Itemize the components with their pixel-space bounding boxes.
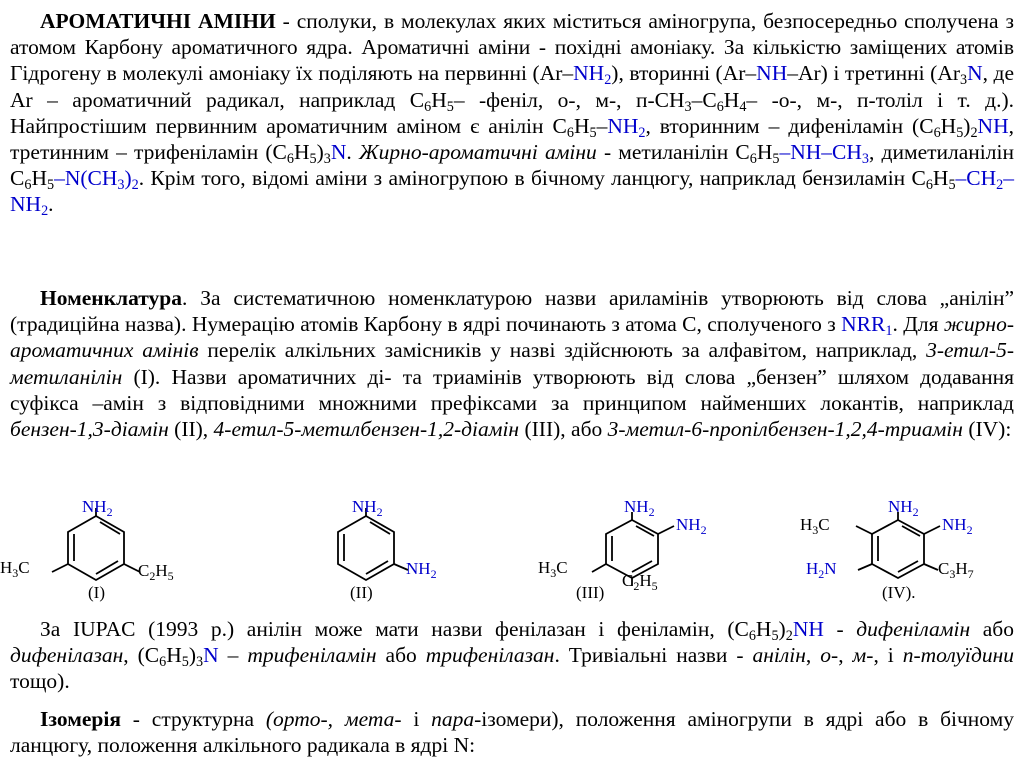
methyl-group-label: $H_3C$ <box>538 558 568 580</box>
amino-group-label-1: $NH_2$ <box>888 498 919 519</box>
methyl-group-label: $H_3C$ <box>800 515 830 537</box>
amino-group-label-1: $NH_2$ <box>352 498 383 519</box>
structure-IV <box>800 498 974 602</box>
amino-group-label-2: $NH_2$ <box>676 515 707 537</box>
structure-I <box>0 498 174 602</box>
structure-label-III: (III) <box>576 583 605 602</box>
amino-group-label-3: $NH_2$ <box>406 559 437 581</box>
amino-group-label-2: $NH_2$ <box>942 515 973 537</box>
structure-label-II: (II) <box>350 583 373 602</box>
amino-group-label: $NH_2$ <box>82 498 113 519</box>
ethyl-group-label: $C_2H_5$ <box>138 561 174 583</box>
amino-group-label-1: $NH_2$ <box>624 498 655 519</box>
section-title-aromatic-amines: АРОМАТИЧНІ АМІНИ <box>40 9 276 33</box>
paragraph-iupac: За IUPAC (1993 р.) анілін може мати назви фенілазан і феніламін, $(C_6H_5)_2NH$ - дифеніламін або дифенілазан, $(C_6H_5)_3N$ – трифеніламін або трифенілазан. Тривіальні назви - анілін, о-, м-, і п-толуїдини тощо). <box>10 617 1015 694</box>
amino-group-label-4: $H_2N$ <box>806 559 837 581</box>
section-title-nomenclature: Номенклатура <box>40 286 183 310</box>
chemical-structures <box>0 498 1024 608</box>
ethyl-group-label: $C_2H_5$ <box>622 571 658 593</box>
structure-II <box>338 498 437 602</box>
methyl-group-label: $H_3C$ <box>0 558 30 580</box>
structure-III <box>538 498 707 602</box>
paragraph-aromatic-amines: АРОМАТИЧНІ АМІНИ - сполуки, в молекулах яких міститься аміногрупа, безпосередньо сполучена з атомом Карбону ароматичного ядра. Ароматичні аміни - похідні амоніаку. За кількістю заміщених атомів Гідрогену в молекулі амоніаку їх поділяють на первинні $(Ar-NH_2)$, вторинні (Ar–NH–Ar) і третинні ($Ar_3N$, де Ar – ароматичний радикал, наприклад $C_6H_5-$ -феніл, о-, м-, $п-CH_3-C_6H_4-$ -о-, м-, п-толіл і т. д.). Найпростішим первинним ароматичним аміном є анілін $C_6H_5-NH_2$, вторинним – дифеніламін $(C_6H_5)_2NH$, третинним – трифеніламін $(C_6H_5)_3N$. Жирно-ароматичні аміни - метиланілін $C_6H_5-NH-CH_3$, диметиланілін $C_6H_5-N(CH_3)_2$. Крім того, відомі аміни з аміногрупою в бічному ланцюгу, наприклад бензиламін $C_6H_5-CH_2-NH_2$. <box>10 9 1015 220</box>
structure-label-I: (I) <box>88 583 105 602</box>
paragraph-isomerism: Ізомерія - структурна (орто-, мета- і пара-ізомери), положення аміногрупи в ядрі або в бічному ланцюгу, положення алкільного радикала в ядрі N: <box>10 707 1014 758</box>
propyl-group-label: $C_3H_7$ <box>938 559 974 581</box>
structure-label-IV: (IV). <box>882 583 916 602</box>
paragraph-nomenclature: Номенклатура. За систематичною номенклатурою назви ариламінів утворюють від слова „анілін” (традиційна назва). Нумерацію атомів Карбону в ядрі починають з атома С, сполученого з $NRR_1$. Для жирно-ароматичних амінів перелік алкільних замісників у назві здійснюють за алфавітом, наприклад, 3-етил-5-метиланілін (I). Назви ароматичних ді- та триамінів утворюють від слова „бензен” шляхом додавання суфікса –амін з відповідними множними префіксами за принципом найменших локантів, наприклад бензен-1,3-діамін (II), 4-етил-5-метилбензен-1,2-діамін (III), або 3-метил-6-пропілбензен-1,2,4-триамін (IV): <box>10 286 1014 442</box>
section-title-isomerism: Ізомерія <box>40 707 121 731</box>
